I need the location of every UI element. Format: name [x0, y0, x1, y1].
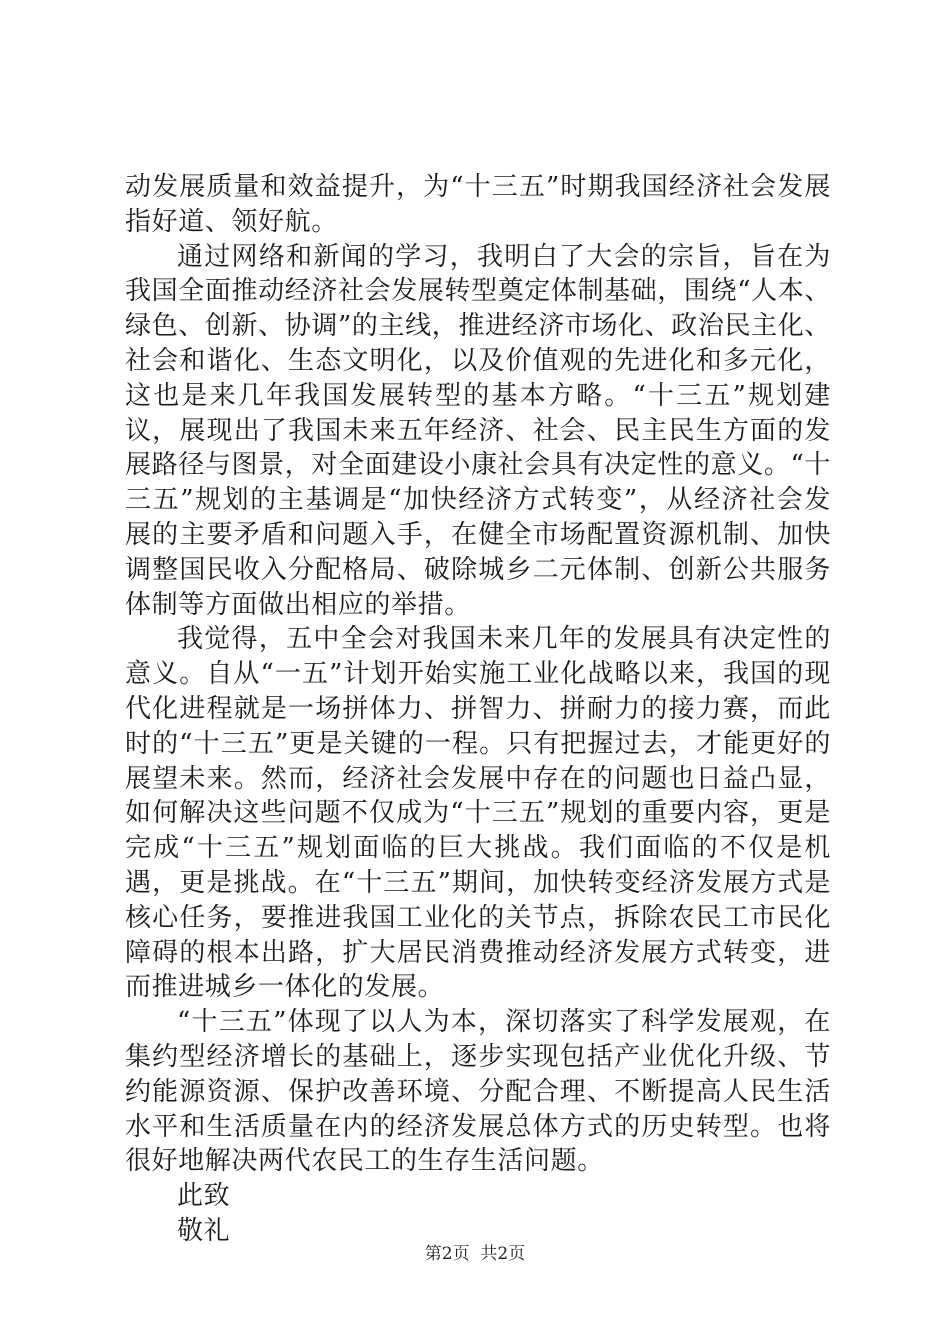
closing-regards: 敬礼 — [177, 1215, 231, 1246]
closing-salutation: 此致 — [177, 1181, 231, 1212]
page-footer — [0, 1243, 950, 1265]
page-number-label: 第2页 共2页 — [424, 1244, 526, 1264]
document-body — [125, 170, 831, 1249]
paragraph-continuation: 动发展质量和效益提升，为“十三五”时期我国经济社会发展指好道、领好航。 — [125, 172, 831, 237]
paragraph-people-oriented: “十三五”体现了以人为本，深切落实了科学发展观，在集约型经济增长的基础上，逐步实现包括产业优化升级、节约能源资源、保护改善环境、分配合理、不断提高人民生活水平和生活质量在内的经济发展总体方式的历史转型。也将很好地解决两代农民工的生存生活问题。 — [125, 1007, 831, 1177]
paragraph-significance: 我觉得，五中全会对我国未来几年的发展具有决定性的意义。自从“一五”计划开始实施工业化战略以来，我国的现代化进程就是一场拼体力、拼智力、拼耐力的接力赛，而此时的“十三五”更是关键的一程。只有把握过去，才能更好的展望未来。然而，经济社会发展中存在的问题也日益凸显，如何解决这些问题不仅成为“十三五”规划的重要内容，更是完成“十三五”规划面临的巨大挑战。我们面临的不仅是机遇，更是挑战。在“十三五”期间，加快转变经济发展方式是核心任务，要推进我国工业化的关节点，拆除农民工市民化障碍的根本出路，扩大居民消费推动经济发展方式转变，进而推进城乡一体化的发展。 — [125, 624, 831, 1003]
paragraph-plenary-purpose: 通过网络和新闻的学习，我明白了大会的宗旨，旨在为我国全面推动经济社会发展转型奠定体制基础，围绕“人本、绿色、创新、协调”的主线，推进经济市场化、政治民主化、社会和谐化、生态文明化，以及价值观的先进化和多元化，这也是来几年我国发展转型的基本方略。“十三五”规划建议，展现出了我国未来五年经济、社会、民主民生方面的发展路径与图景，对全面建设小康社会具有决定性的意义。“十三五”规划的主基调是“加快经济方式转变”，从经济社会发展的主要矛盾和问题入手，在健全市场配置资源机制、加快调整国民收入分配格局、破除城乡二元体制、创新公共服务体制等方面做出相应的举措。 — [125, 241, 831, 620]
